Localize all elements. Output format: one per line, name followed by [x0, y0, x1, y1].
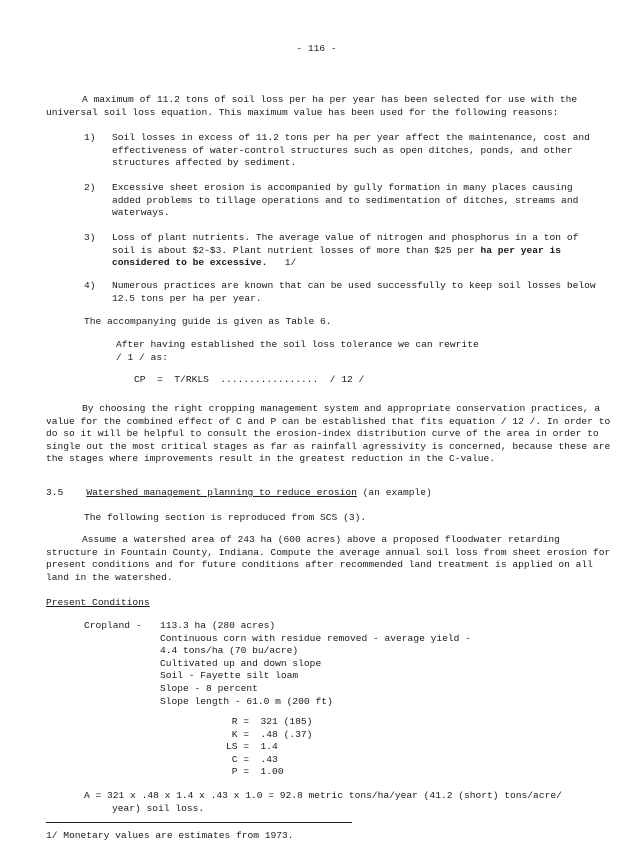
choosing-paragraph: By choosing the right cropping management system and appropriate conservation practices, a value for the combined effect of C and P can be established that fits equation / 12 /. In order to do so it will be helpful to consult the erosion-index distribution curve of the area in order to single out the most critical stages as far as rainfall agressivity is concerned, because these are the stages where improvements result in the greatest reduction in the C-value.	[46, 403, 611, 465]
factor-line: K = .48 (.37)	[226, 728, 313, 740]
cropland-label: Cropland -	[84, 620, 142, 631]
footnote-ref: 1/	[284, 257, 297, 269]
list-text	[112, 232, 604, 270]
after-text	[116, 339, 596, 364]
factor-line: R = 321 (185)	[226, 716, 313, 727]
accompanying-guide-text: The accompanying guide is given as Table 6.	[84, 316, 332, 327]
following-text: The following section is reproduced from SCS (3).	[84, 512, 367, 523]
list-text: Numerous practices are known that can be used successfully to keep soil losses below 12.5 tons per ha per year.	[112, 280, 596, 304]
list-text: Excessive sheet erosion is accompanied by gully formation in many places causing added problems to tillage operations and to sedimentation of ditches, streams and waterways.	[112, 182, 579, 219]
cropland-line: 113.3 ha (280 acres)	[160, 620, 276, 631]
cropland-line: Slope length - 61.0 m (200 ft)	[160, 695, 333, 707]
list-number: 1)	[84, 132, 96, 143]
list-text-part: Loss of plant nutrients. The average value of nitrogen and phosphorus in a ton of soil is about $2-$3. Plant nutrient losses of more than $25 per	[112, 232, 579, 256]
equation-ref: / 1 /	[116, 351, 145, 363]
factor-values	[226, 716, 312, 779]
cropland-details	[160, 620, 620, 708]
result-equation	[84, 790, 604, 815]
cropland-line: 4.4 tons/ha (70 bu/acre)	[160, 645, 299, 657]
section-title: Watershed management planning to reduce erosion	[86, 487, 357, 498]
list-text-bold: ha per year is considered to be excessive.	[112, 244, 562, 269]
cropland-line: Continuous corn with residue removed - average yield -	[160, 632, 471, 644]
present-conditions-heading: Present Conditions	[46, 597, 150, 608]
factor-line: LS = 1.4	[226, 741, 278, 753]
list-number: 2)	[84, 182, 96, 193]
cropland-line: Soil - Fayette silt loam	[160, 670, 299, 682]
result-line: year) soil loss.	[112, 802, 205, 814]
footnote-divider	[46, 822, 352, 823]
list-number: 3)	[84, 232, 96, 243]
factor-line: C = .43	[226, 753, 278, 765]
list-number: 4)	[84, 280, 96, 291]
after-text-part: After having established the soil loss tolerance we can rewrite	[116, 339, 479, 350]
assume-paragraph: Assume a watershed area of 243 ha (600 acres) above a proposed floodwater retarding structure in Fountain County, Indiana. Compute the average annual soil loss from sheet erosion for present conditions and for future conditions after recommended land treatment is applied on all land in the watershed.	[46, 534, 611, 583]
cropland-line: Cultivated up and down slope	[160, 657, 322, 669]
section-heading	[46, 487, 432, 500]
intro-paragraph: A maximum of 11.2 tons of soil loss per ha per year has been selected for use with the universal soil loss equation. This maximum value has been used for the following reasons:	[46, 94, 578, 118]
factor-line: P = 1.00	[226, 766, 284, 778]
after-text-part: as:	[150, 351, 168, 363]
section-number: 3.5	[46, 487, 64, 498]
page-number: - 116 -	[296, 43, 337, 54]
equation: CP = T/RKLS ................. / 12 /	[134, 374, 365, 385]
list-text: Soil losses in excess of 11.2 tons per ha per year affect the maintenance, cost and effectiveness of water-control structures such as open ditches, ponds, and other structures affected by sediment.	[112, 132, 590, 169]
footnote: 1/ Monetary values are estimates from 1973.	[46, 830, 294, 841]
section-suffix: (an example)	[362, 487, 432, 498]
cropland-line: Slope - 8 percent	[160, 682, 258, 694]
result-line: A = 321 x .48 x 1.4 x .43 x 1.0 = 92.8 metric tons/ha/year (41.2 (short) tons/acre/	[84, 790, 562, 801]
